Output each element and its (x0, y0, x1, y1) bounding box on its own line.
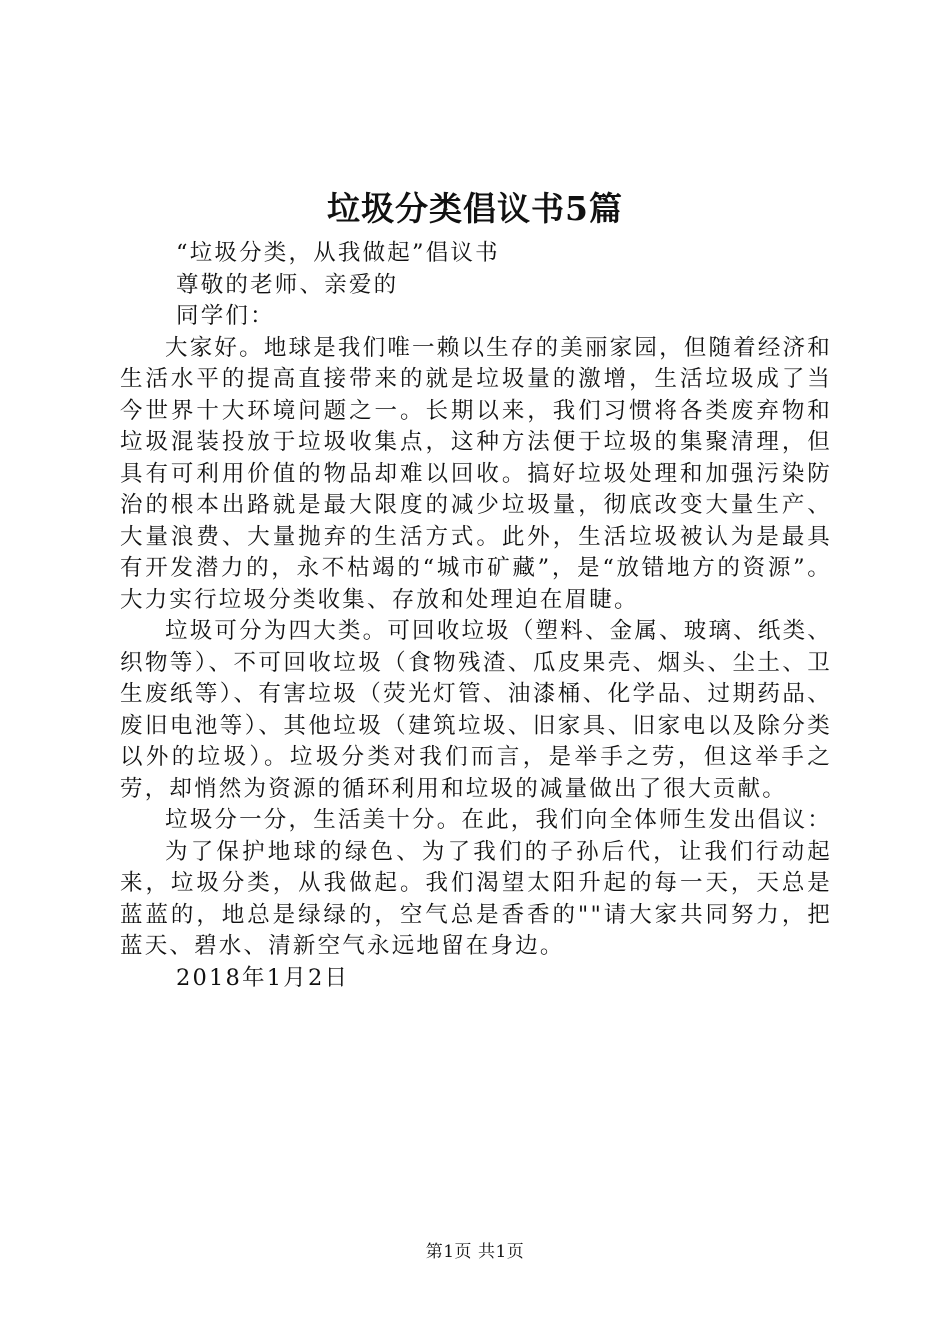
paragraph-call: 垃圾分一分，生活美十分。在此，我们向全体师生发出倡议： (165, 807, 832, 833)
paragraph-appeal: 为了保护地球的绿色、为了我们的子孙后代，让我们行动起来，垃圾分类，从我做起。我们渴望太阳升起的每一天，天总是蓝蓝的，地总是绿绿的，空气总是香香的""请大家共同努力，把蓝天、碧水、清新空气永远地留在身边。 (120, 838, 832, 959)
document-body (120, 238, 832, 994)
page-footer: 第1页 共1页 (425, 1242, 525, 1262)
salutation-line-2: 同学们： (176, 303, 275, 329)
paragraph-categories: 垃圾可分为四大类。可回收垃圾（塑料、金属、玻璃、纸类、织物等）、不可回收垃圾（食物残渣、瓜皮果壳、烟头、尘土、卫生废纸等）、有害垃圾（荧光灯管、油漆桶、化学品、过期药品、废旧电池等）、其他垃圾（建筑垃圾、旧家具、旧家电以及除分类以外的垃圾）。垃圾分类对我们而言，是举手之劳，但这举手之劳，却悄然为资源的循环利用和垃圾的减量做出了很大贡献。 (120, 618, 832, 802)
document-date: 2018年1月2日 (176, 964, 350, 991)
page-title: 垃圾分类倡议书5篇 (327, 189, 623, 228)
paragraph-intro: 大家好。地球是我们唯一赖以生存的美丽家园，但随着经济和生活水平的提高直接带来的就是垃圾量的激增，生活垃圾成了当今世界十大环境问题之一。长期以来，我们习惯将各类废弃物和垃圾混装投放于垃圾收集点，这种方法便于垃圾的集聚清理，但具有可利用价值的物品却难以回收。搞好垃圾处理和加强污染防治的根本出路就是最大限度的减少垃圾量，彻底改变大量生产、大量浪费、大量抛弃的生活方式。此外，生活垃圾被认为是最具有开发潜力的，永不枯竭的“城市矿藏”，是“放错地方的资源”。大力实行垃圾分类收集、存放和处理迫在眉睫。 (120, 334, 832, 613)
salutation-line-1: 尊敬的老师、亲爱的 (176, 271, 399, 298)
document-subtitle: “垃圾分类，从我做起”倡议书 (176, 240, 500, 266)
